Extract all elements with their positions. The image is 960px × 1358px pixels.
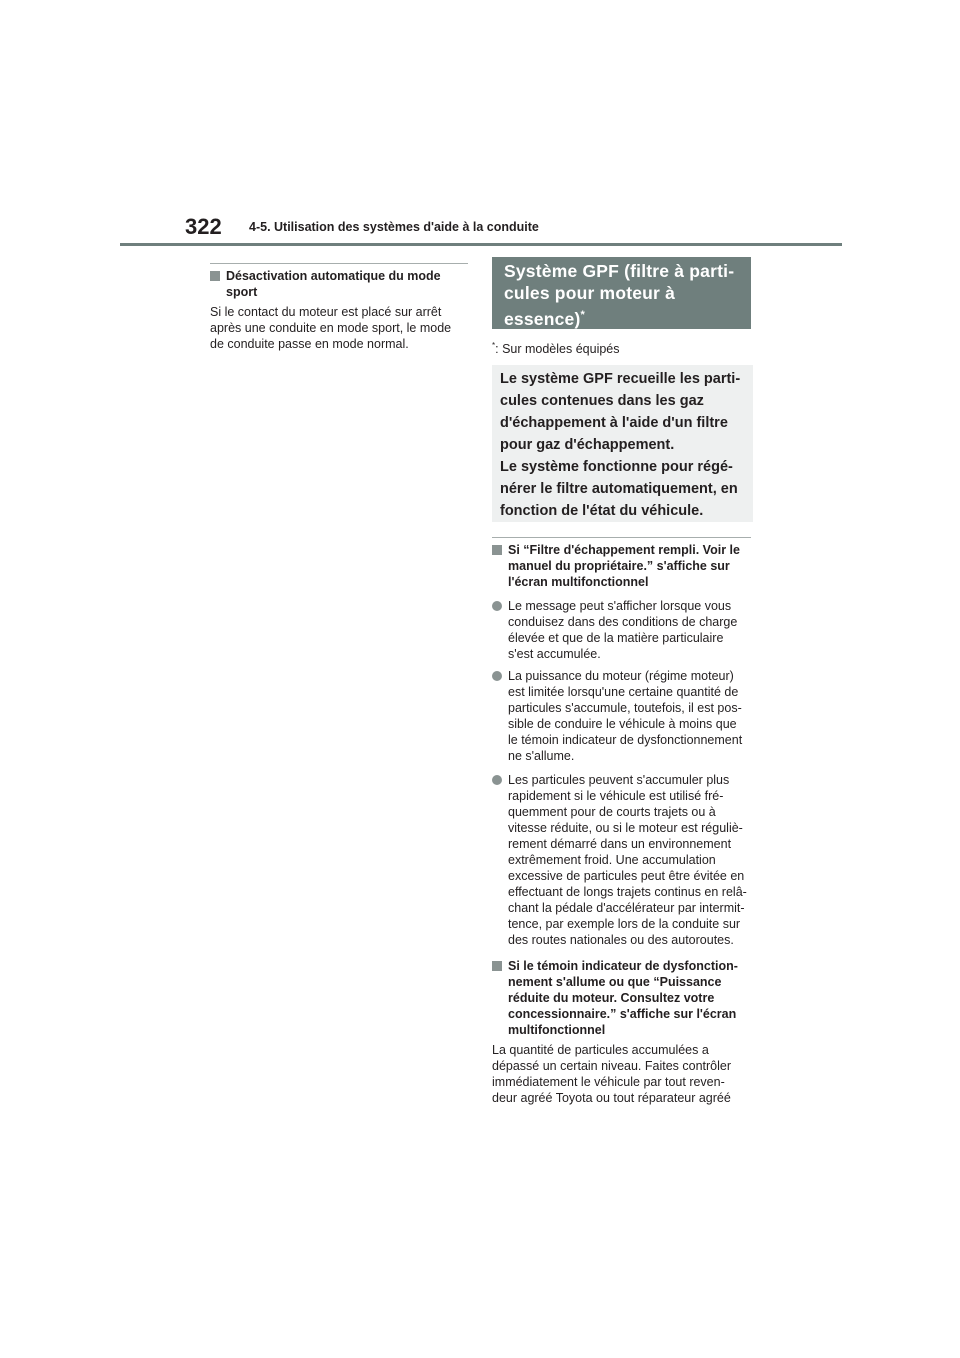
- text-line: chant la pédale d'accélérateur par intermit-: [508, 901, 745, 915]
- square-bullet-icon: [492, 961, 502, 971]
- text-line: quemment pour de courts trajets ou à: [508, 805, 716, 819]
- text-line: dépassé un certain niveau. Faites contrôler: [492, 1059, 732, 1073]
- text-line: La quantité de particules accumulées a: [492, 1043, 709, 1057]
- heading-line: nement s'allume ou que “Puissance: [508, 975, 722, 989]
- section-banner: [492, 257, 751, 329]
- round-bullet-icon: [492, 671, 502, 681]
- heading-line: multifonctionnel: [508, 1023, 606, 1037]
- text-line: est limitée lorsqu'une certaine quantité de: [508, 685, 739, 699]
- footnote-mark: *: [580, 309, 585, 321]
- subheading-sport-mode: [210, 268, 476, 300]
- column-divider: [492, 537, 751, 538]
- round-bullet-icon: [492, 601, 502, 611]
- heading-line: réduite du moteur. Consultez votre: [508, 991, 715, 1005]
- section-title: 4-5. Utilisation des systèmes d'aide à la conduite: [249, 220, 539, 234]
- text-line: La puissance du moteur (régime moteur): [508, 669, 734, 683]
- square-bullet-icon: [492, 545, 502, 555]
- heading-line: l'écran multifonctionnel: [508, 575, 649, 589]
- info-line: cules contenues dans les gaz: [500, 393, 704, 409]
- info-line: Le système GPF recueille les parti-: [500, 371, 741, 387]
- text-line: le témoin indicateur de dysfonctionnement: [508, 733, 743, 747]
- banner-line: cules pour moteur à: [504, 283, 676, 303]
- heading-line: manuel du propriétaire.” s'affiche sur: [508, 559, 730, 573]
- heading-line: Si le témoin indicateur de dysfonction-: [508, 959, 738, 973]
- heading-line: Si “Filtre d'échappement rempli. Voir le: [508, 543, 740, 557]
- info-line: pour gaz d'échappement.: [500, 437, 675, 453]
- text-line: tence, par exemple lors de la conduite sur: [508, 917, 741, 931]
- info-line: Le système fonctionne pour régé-: [500, 459, 733, 475]
- round-bullet-icon: [492, 775, 502, 785]
- text-line: des routes nationales ou des autoroutes.: [508, 933, 734, 947]
- text-line: vitesse réduite, ou si le moteur est réguliè-: [508, 821, 743, 835]
- text-line: élevée et que de la matière particulaire: [508, 631, 724, 645]
- text-line: rapidement si le véhicule est utilisé fré-: [508, 789, 724, 803]
- footnote: [492, 341, 620, 356]
- text-line: de conduite passe en mode normal.: [210, 337, 409, 351]
- text-line: excessive de particules peut être évitée en: [508, 869, 745, 883]
- text-line: deur agréé Toyota ou tout réparateur agréé: [492, 1091, 731, 1105]
- text-line: après une conduite en mode sport, le mode: [210, 321, 452, 335]
- text-line: effectuant de longs trajets continus en relâ-: [508, 885, 747, 899]
- banner-line: essence): [504, 308, 581, 329]
- heading-line: concessionnaire.” s'affiche sur l'écran: [508, 1007, 737, 1021]
- info-line: d'échappement à l'aide d'un filtre: [500, 415, 728, 431]
- text-line: extrêmement froid. Une accumulation: [508, 853, 716, 867]
- header-divider: [120, 243, 842, 246]
- text-line: rement démarré dans un environnement: [508, 837, 732, 851]
- text-line: Le message peut s'afficher lorsque vous: [508, 599, 732, 613]
- banner-line: Système GPF (filtre à parti-: [504, 261, 735, 281]
- paragraph-malfunction: [492, 1042, 754, 1106]
- bullet-item: [492, 668, 753, 764]
- text-line: particules s'accumule, toutefois, il est pos-: [508, 701, 742, 715]
- text-line: sible de conduire le véhicule à moins que: [508, 717, 737, 731]
- heading-line: Désactivation automatique du mode: [226, 269, 441, 283]
- column-divider: [210, 263, 468, 264]
- paragraph-sport-mode: [210, 304, 470, 352]
- page-number: 322: [185, 214, 222, 239]
- subheading-malfunction: [492, 958, 758, 1038]
- text-line: immédiatement le véhicule par tout reven-: [492, 1075, 725, 1089]
- square-bullet-icon: [210, 271, 220, 281]
- text-line: Si le contact du moteur est placé sur arrêt: [210, 305, 442, 319]
- text-line: ne s'allume.: [508, 749, 575, 763]
- footnote-text: : Sur modèles équipés: [495, 342, 620, 357]
- subheading-filter-full: [492, 542, 758, 590]
- info-line: nérer le filtre automatiquement, en: [500, 481, 738, 497]
- info-box: [492, 365, 753, 522]
- text-line: s'est accumulée.: [508, 647, 601, 661]
- bullet-item: [492, 598, 753, 662]
- text-line: Les particules peuvent s'accumuler plus: [508, 773, 730, 787]
- text-line: conduisez dans des conditions de charge: [508, 615, 738, 629]
- info-line: fonction de l'état du véhicule.: [500, 503, 704, 519]
- heading-line: sport: [226, 285, 258, 299]
- bullet-item: [492, 772, 753, 948]
- footnote-mark: *: [492, 341, 496, 350]
